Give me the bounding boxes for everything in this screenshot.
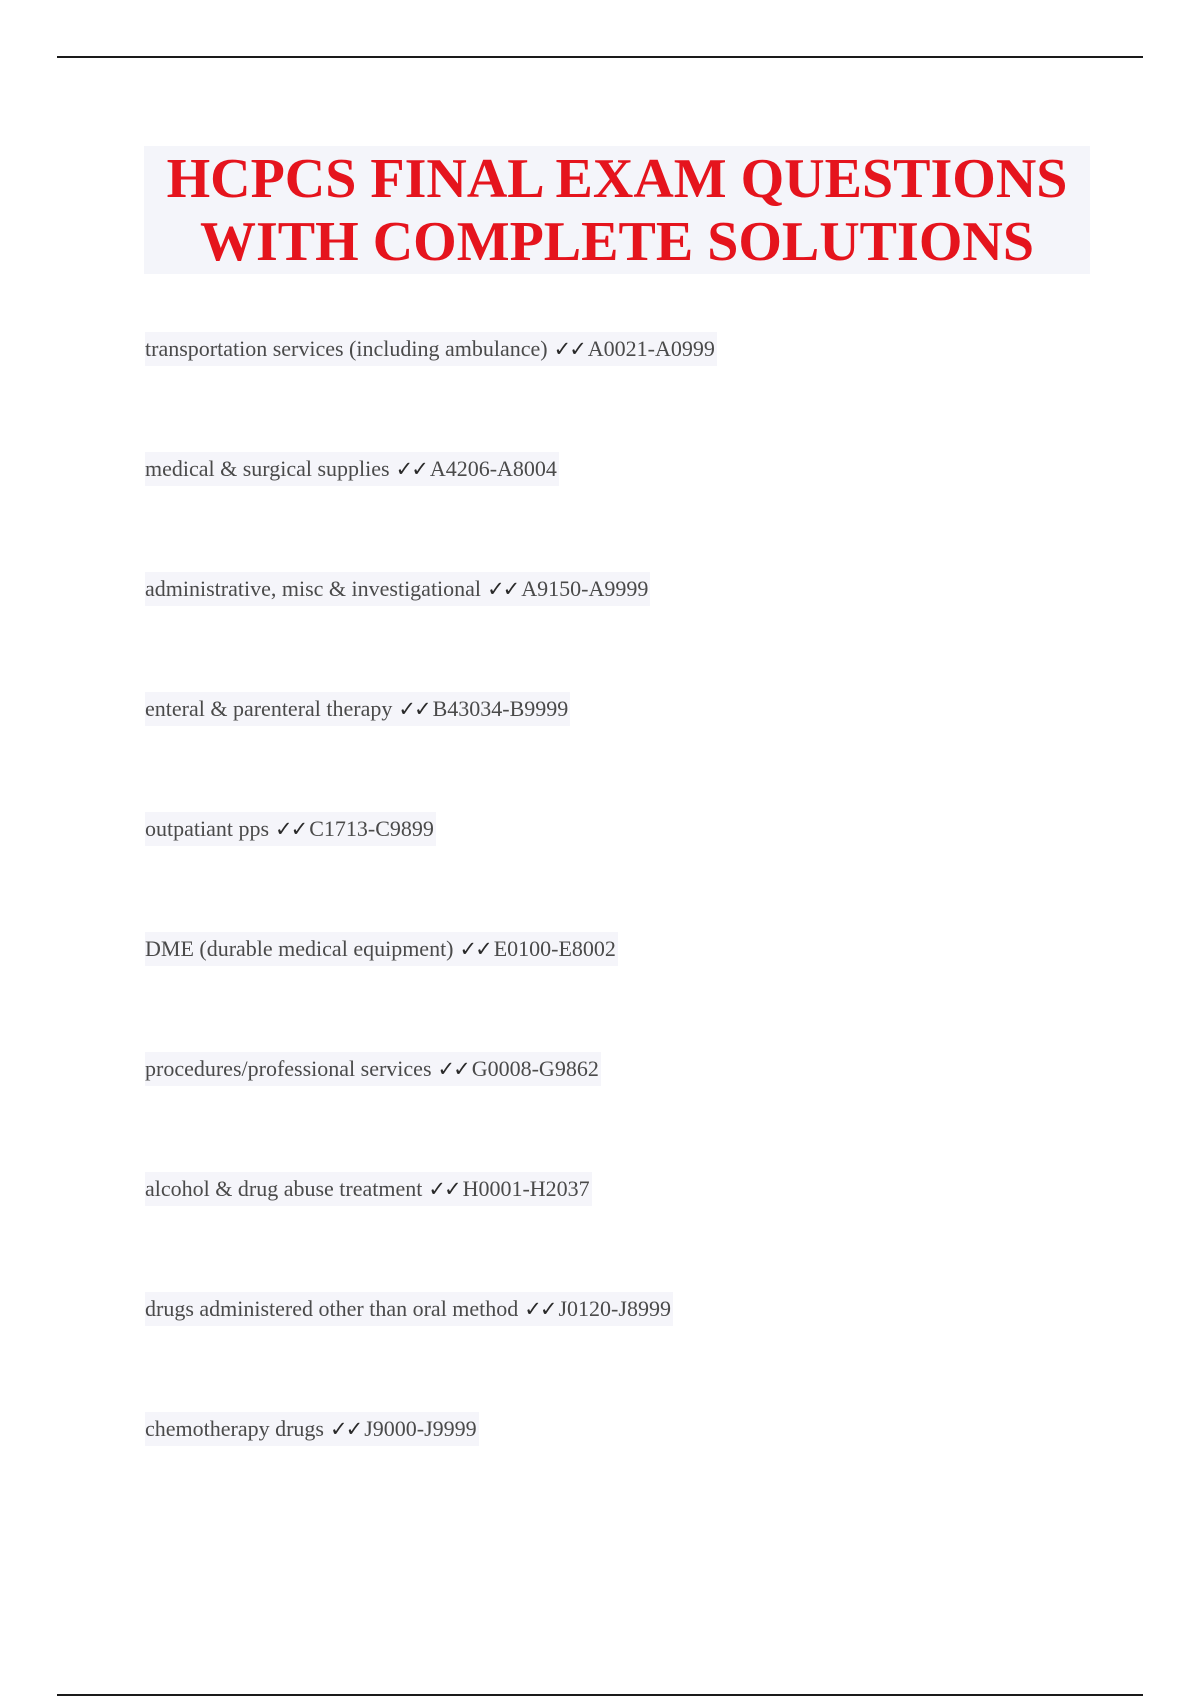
answer-text: A9150-A9999 [521,576,649,601]
answer-text: J9000-J9999 [364,1416,477,1441]
title-line-1: HCPCS FINAL EXAM QUESTIONS [166,148,1068,210]
qa-item [145,812,436,846]
check-icon: ✓✓ [553,337,585,361]
check-icon: ✓✓ [398,697,430,721]
question-text: DME (durable medical equipment) [145,936,454,961]
qa-item [145,332,717,366]
question-text: drugs administered other than oral method [145,1296,519,1321]
check-icon: ✓✓ [487,577,519,601]
check-icon: ✓✓ [459,937,491,961]
header-rule [57,56,1143,58]
answer-text: J0120-J8999 [558,1296,671,1321]
check-icon: ✓✓ [395,457,427,481]
qa-item [145,932,618,966]
question-text: transportation services (including ambulance) [145,336,548,361]
question-text: chemotherapy drugs [145,1416,324,1441]
check-icon: ✓✓ [330,1417,362,1441]
answer-text: H0001-H2037 [462,1176,590,1201]
question-text: administrative, misc & investigational [145,576,482,601]
answer-text: B43034-B9999 [432,696,569,721]
check-icon: ✓✓ [428,1177,460,1201]
check-icon: ✓✓ [275,817,307,841]
qa-item [145,1052,601,1086]
check-icon: ✓✓ [437,1057,469,1081]
qa-item [145,572,650,606]
document-title [144,146,1090,274]
question-text: procedures/professional services [145,1056,432,1081]
title-line-2: WITH COMPLETE SOLUTIONS [200,211,1034,273]
qa-item [145,1412,479,1446]
question-text: medical & surgical supplies [145,456,390,481]
check-icon: ✓✓ [524,1297,556,1321]
answer-text: C1713-C9899 [309,816,434,841]
answer-text: A4206-A8004 [429,456,557,481]
qa-item [145,452,559,486]
question-text: outpatiant pps [145,816,270,841]
answer-text: A0021-A0999 [587,336,715,361]
question-text: alcohol & drug abuse treatment [145,1176,423,1201]
question-text: enteral & parenteral therapy [145,696,393,721]
qa-item [145,1292,673,1326]
footer-rule [57,1694,1143,1696]
qa-item [145,1172,592,1206]
answer-text: G0008-G9862 [471,1056,599,1081]
qa-item [145,692,570,726]
answer-text: E0100-E8002 [493,936,616,961]
